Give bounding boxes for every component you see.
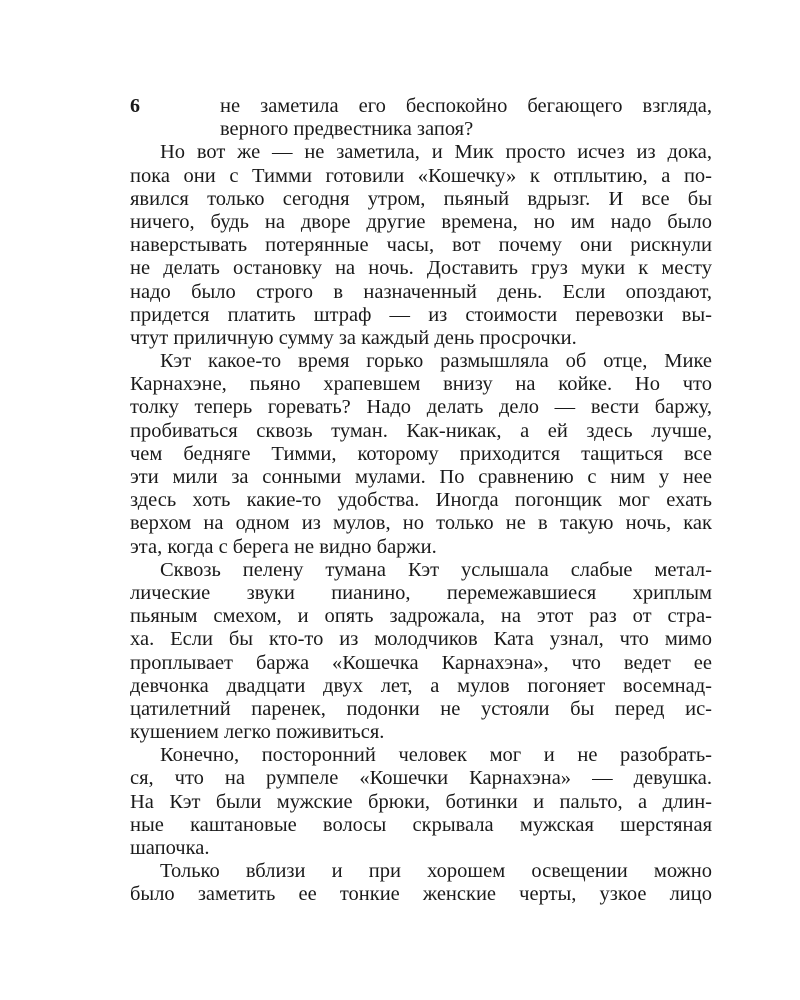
text-line: девчонка двадцати двух лет, а мулов погоняет восемнад- [130, 674, 712, 697]
page-header-block [130, 95, 712, 141]
text-line: Кэт какое-то время горько размышляла об отце, Мике [160, 350, 712, 373]
text-line: шапочка. [130, 837, 210, 859]
text-line: Но вот же — не заметила, и Мик просто исчез из дока, [160, 141, 712, 164]
book-page [130, 95, 712, 907]
text-line: придется платить штраф — из стоимости перевозки вы- [130, 303, 712, 326]
paragraph [130, 860, 712, 906]
text-line: явился только сегодня утром, пьяный вдрызг. И все бы [130, 187, 712, 210]
text-line: проплывает баржа «Кошечка Карнахэна», что ведет ее [130, 651, 712, 674]
text-line: чтут приличную сумму за каждый день просрочки. [130, 326, 577, 349]
text-line: эти мили за сонными мулами. По сравнению с ним у нее [130, 466, 712, 488]
text-line: ся, что на румпеле «Кошечки Карнахэна» — девушка. [130, 767, 712, 790]
page-number: 6 [130, 95, 140, 117]
text-line: толку теперь горевать? Надо делать дело — вести баржу, [130, 396, 712, 419]
text-line: верного предвестника запоя? [220, 118, 474, 141]
text-line: На Кэт были мужские брюки, ботинки и пальто, а длин- [130, 790, 712, 813]
text-line: наверстывать потерянные часы, вот почему они рискнули [130, 234, 712, 257]
text-line: ные каштановые волосы скрывала мужская шерстяная [130, 813, 712, 836]
text-line: лические звуки пианино, перемежавшиеся хриплым [130, 581, 712, 604]
text-line: ничего, будь на дворе другие времена, но им надо было [130, 210, 712, 233]
text-line: Конечно, посторонний человек мог и не разобрать- [160, 744, 712, 767]
text-line: цатилетний паренек, подонки не устояли бы перед ис- [130, 697, 712, 720]
paragraph [130, 744, 712, 860]
text-line: пьяным смехом, и опять задрожала, на этот раз от стра- [130, 605, 712, 628]
paragraph [130, 559, 712, 745]
text-line: здесь хоть какие-то удобства. Иногда погонщик мог ехать [130, 489, 712, 512]
text-line: эта, когда с берега не видно баржи. [130, 535, 437, 558]
text-line: Карнахэне, пьяно храпевшем внизу на койке. Но что [130, 373, 712, 396]
text-line: Сквозь пелену тумана Кэт услышала слабые метал- [160, 558, 712, 581]
text-line: было заметить ее тонкие женские черты, узкое лицо [130, 883, 712, 906]
text-line: Только вблизи и при хорошем освещении можно [160, 860, 712, 883]
paragraph [130, 141, 712, 350]
text-line: чем бедняге Тимми, которому приходится тащиться все [130, 442, 712, 465]
text-line: пробиваться сквозь туман. Как-никак, а ей здесь лучше, [130, 419, 712, 442]
body-text [130, 141, 712, 906]
text-line: кушением легко поживиться. [130, 721, 385, 744]
text-line: верхом на одном из мулов, но только не в такую ночь, как [130, 512, 712, 535]
text-line: пока они с Тимми готовили «Кошечку» к отплытию, а по- [130, 164, 712, 187]
text-line: надо было строго в назначенный день. Если опоздают, [130, 280, 712, 303]
continuation-text [220, 95, 712, 141]
paragraph [130, 350, 712, 559]
text-line: ха. Если бы кто-то из молодчиков Ката узнал, что мимо [130, 628, 712, 651]
text-line: не заметила его беспокойно бегающего взгляда, [220, 95, 712, 117]
text-line: не делать остановку на ночь. Доставить груз муки к месту [130, 257, 712, 280]
